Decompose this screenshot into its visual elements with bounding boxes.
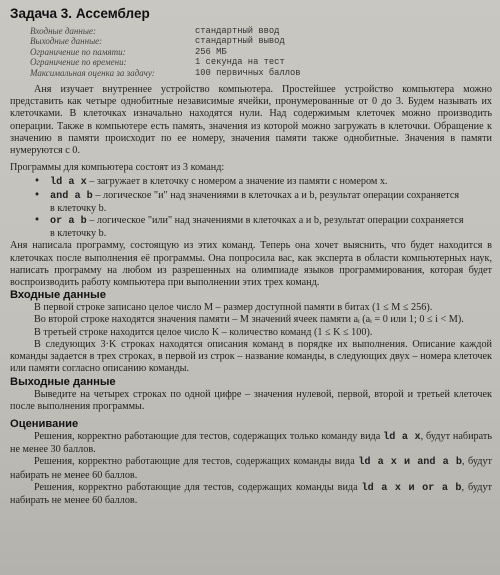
command-item <box>10 190 492 203</box>
meta-value: 100 первичных баллов <box>195 67 301 78</box>
scoring-heading: Оценивание <box>10 417 79 430</box>
scoring-item <box>10 456 492 481</box>
problem-meta <box>30 26 492 78</box>
scoring-text: , будут набирать не менее 30 баллов. <box>10 430 492 456</box>
input-paragraph: В третьей строке находится целое число K – количество команд (1 ≤ K ≤ 100). <box>34 326 373 338</box>
meta-value: стандартный ввод <box>195 26 280 36</box>
scoring-item <box>10 482 492 507</box>
scoring-text: Решения, корректно работающие для тестов, содержащих команды вида <box>34 456 359 468</box>
meta-value: стандартный вывод <box>195 36 285 47</box>
command-code: and a b <box>50 190 93 202</box>
scoring-code: ld a x и and a b <box>358 457 462 469</box>
commands-intro: Программы для компьютера состоят из 3 команд: <box>10 162 225 174</box>
command-cont-text: в клеточку b. <box>50 202 107 214</box>
command-item <box>10 176 492 189</box>
meta-label: Ограничение по памяти: <box>30 46 126 57</box>
intro-paragraph: Аня изучает внутреннее устройство компьютера. Простейшее устройство компьютера можно представить как четыре однобитные независимые ячейки, пронумерованные от 0 до 3. Будем называть их клеточками. В клеточках изначально находятся нули. Над содержимым клеточек можно производить операции. Также в компьютере есть память, значения из которой можно загружать в клеточки. Обращение к значению в памяти происходит по ее номеру, значения памяти также однобитные. Значения в памяти нумеруются с 0. <box>10 84 492 157</box>
input-heading: Входные данные <box>10 289 106 302</box>
scoring-code: ld a x и or a b <box>361 482 462 494</box>
command-item <box>10 215 492 228</box>
input-paragraph: В первой строке записано целое число M – размер доступной памяти в битах (1 ≤ M ≤ 256). <box>34 302 433 314</box>
meta-value: 1 секунда на тест <box>195 57 285 68</box>
meta-label: Входные данные: <box>30 26 96 36</box>
task-paragraph: Аня написала программу, состоящую из этих команд. Теперь она хочет выяснить, что будет находится в клеточках после выполнения её программы. Она попросила вас, как эксперта в области компьютерных наук, написать программу на любом из разрешенных на олимпиаде языков программирования, которая будет воспроизводить работу компьютера при выполнении этих трех команд. <box>10 240 492 289</box>
command-text: – загружает в клеточку с номером a значение из памяти с номером x. <box>86 176 388 188</box>
meta-label: Максимальная оценка за задачу: <box>30 67 155 78</box>
input-paragraph: В следующих 3·K строках находятся описания команд в порядке их выполнения. Описание каждой команды задается в трех строках, в первой из строк – название команды, в следующих двух – номера клеточек или памяти согласно описанию команды. <box>10 338 492 375</box>
command-continuation <box>10 203 492 215</box>
scoring-text: Решения, корректно работающие для тестов, содержащих только команду вида <box>34 430 384 442</box>
problem-title: Задача 3. Ассемблер <box>10 6 150 21</box>
output-paragraph: Выведите на четырех строках по одной цифре – значения нулевой, первой, второй и третьей клеточек после выполнения программы. <box>10 388 492 412</box>
input-paragraph: Во второй строке находятся значения памяти – M значений ячеек памяти aᵢ (aᵢ = 0 или 1; 0 ≤ i < M). <box>34 314 464 326</box>
command-code: or a b <box>50 216 87 228</box>
command-continuation <box>10 228 492 240</box>
commands-list <box>10 176 492 240</box>
scoring-text: , будут набирать не менее 60 баллов. <box>10 456 492 481</box>
scoring-code: ld a x <box>383 431 421 443</box>
output-heading: Выходные данные <box>10 375 116 388</box>
command-cont-text: в клеточку b. <box>50 228 107 240</box>
command-text: – логическое "и" над значениями в клеточках a и b, результат операции сохраняется <box>92 189 460 201</box>
command-text: – логическое "или" над значениями в клеточках a и b, результат операции сохраняется <box>86 215 464 227</box>
scoring-text: , будут набирать не менее 60 баллов. <box>10 481 492 506</box>
meta-label: Ограничение по времени: <box>30 57 127 68</box>
meta-value: 256 МБ <box>195 46 227 57</box>
command-code: ld a x <box>50 177 87 189</box>
scoring-item <box>10 431 492 456</box>
meta-label: Выходные данные: <box>30 36 103 47</box>
scoring-text: Решения, корректно работающие для тестов, содержащих команды вида <box>34 481 362 493</box>
